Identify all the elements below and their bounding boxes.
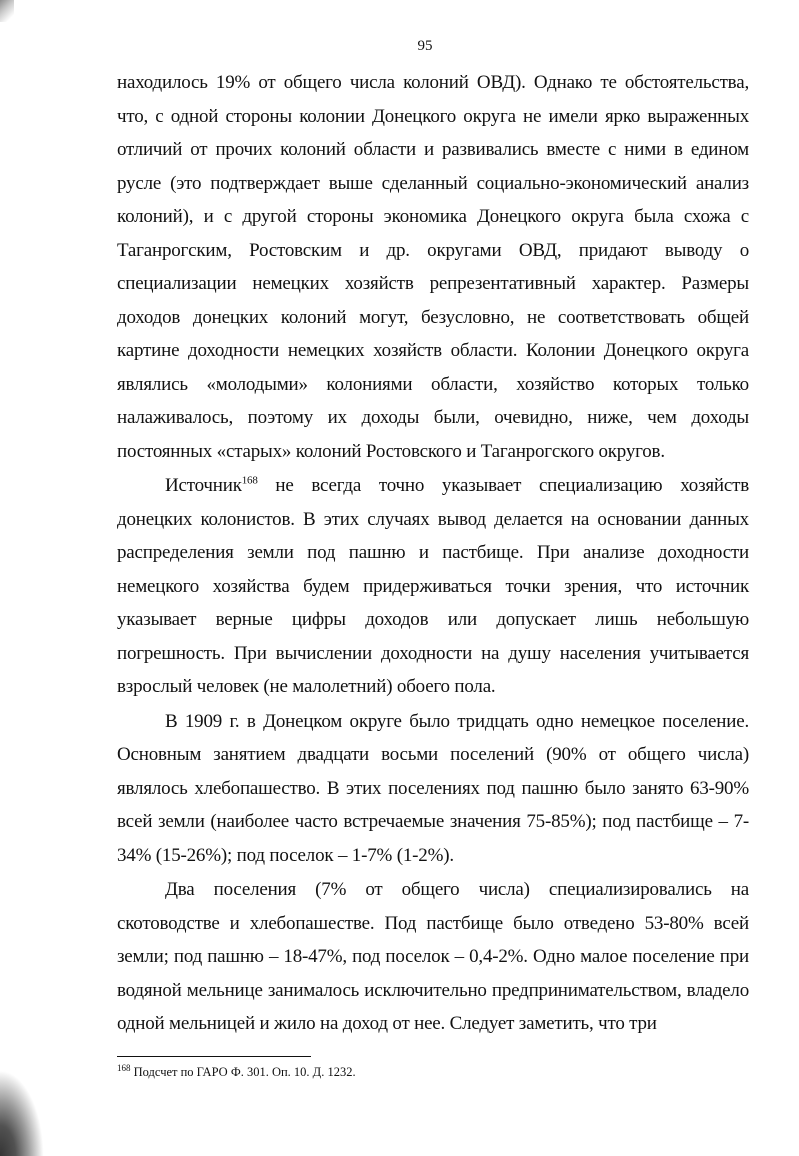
footnote-divider: [117, 1056, 311, 1057]
paragraph: [117, 469, 749, 704]
paragraph-lead: Источник: [165, 475, 242, 496]
footnote-text: Подсчет по ГАРО Ф. 301. Оп. 10. Д. 1232.: [130, 1065, 356, 1079]
paragraph: В 1909 г. в Донецком округе было тридцать одно немецкое поселение. Основным занятием двадцати восьми поселений (90% от общего числа) являлось хлебопашество. В этих поселениях под пашню было занято 63-90% всей земли (наиболее часто встречаемые значения 75-85%); под пастбище – 7-34% (15-26%); под поселок – 1-7% (1-2%).: [117, 710, 749, 866]
footnote-reference: 168: [241, 474, 258, 487]
scan-artifact-top: [0, 0, 14, 22]
paragraph-text: не всегда точно указывает специализацию хозяйств донецких колонистов. В этих случаях вывод делается на основании данных распределения земли под пашню и пастбище. При анализе доходности немецкого хозяйства будем придерживаться точки зрения, что источник указывает верные цифры доходов или допускает лишь небольшую погрешность. При вычислении доходности на душу населения учитывается взрослый человек (не малолетний) обоего пола.: [117, 475, 749, 697]
page-number: 95: [417, 38, 433, 54]
footnote-number: 168: [117, 1062, 131, 1073]
paragraph: Два поселения (7% от общего числа) специализировались на скотоводстве и хлебопашестве. Под пастбище было отведено 53-80% всей земли; под пашню – 18-47%, под поселок – 0,4-2%. Одно малое поселение при водяной мельнице занималось исключительно предпринимательством, владело одной мельницей и жило на доход от нее. Следует заметить, что три: [117, 879, 749, 1034]
body-text: [117, 66, 749, 1041]
footnote: [117, 1063, 356, 1081]
scan-artifact-bottom: [0, 1070, 44, 1156]
paragraph: находилось 19% от общего числа колоний ОВД). Однако те обстоятельства, что, с одной стороны колонии Донецкого округа не имели ярко выраженных отличий от прочих колоний области и развивались вместе с ними в едином русле (это подтверждает выше сделанный социально-экономический анализ колоний), и с другой стороны экономика Донецкого округа была схожа с Таганрогским, Ростовским и др. округами ОВД, придают выводу о специализации немецких хозяйств репрезентативный характер. Размеры доходов донецких колоний могут, безусловно, не соответствовать общей картине доходности немецких хозяйств области. Колонии Донецкого округа являлись «молодыми» колониями области, хозяйство которых только налаживалось, поэтому их доходы были, очевидно, ниже, чем доходы постоянных «старых» колоний Ростовского и Таганрогского округов.: [117, 72, 749, 462]
